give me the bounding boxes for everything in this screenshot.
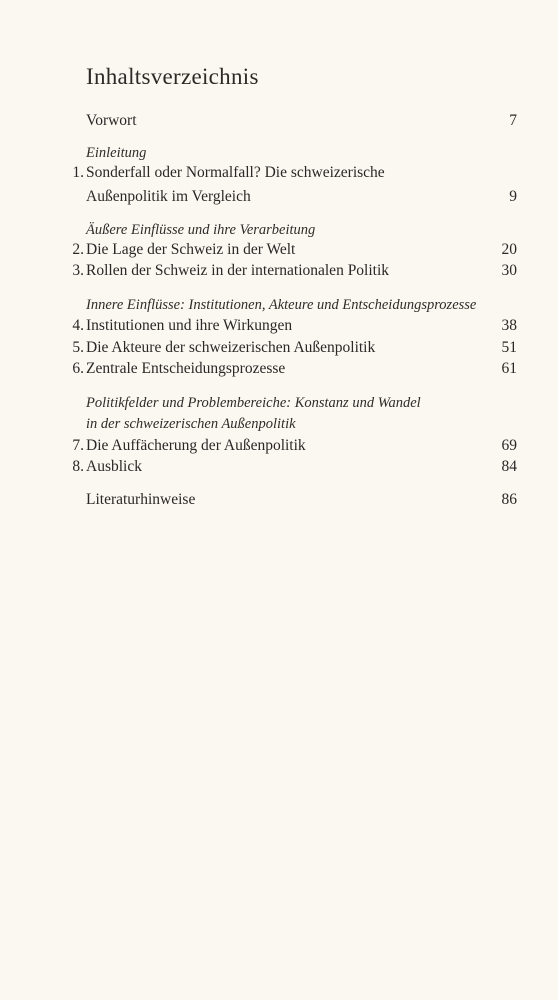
entry-label: Literaturhinweise xyxy=(86,491,196,508)
entry-page: 30 xyxy=(501,262,517,279)
entry-label: Zentrale Entscheidungsprozesse xyxy=(86,360,286,377)
page-title: Inhaltsverzeichnis xyxy=(86,64,259,89)
entry-number: 3. xyxy=(72,262,84,279)
entry-label: Institutionen und ihre Wirkungen xyxy=(86,317,293,334)
entry-label: Rollen der Schweiz in der internationalen Politik xyxy=(86,262,390,279)
toc-entry-chapter-3 xyxy=(0,260,558,282)
toc-entry-vorwort xyxy=(0,110,558,132)
toc-entry-chapter-5 xyxy=(0,337,558,359)
entry-page: 7 xyxy=(509,112,517,129)
entry-number: 6. xyxy=(72,360,84,377)
entry-label: Ausblick xyxy=(86,458,142,475)
section-heading-politik-cont: in der schweizerischen Außenpolitik xyxy=(86,416,296,432)
entry-page: 51 xyxy=(501,339,517,356)
entry-number: 4. xyxy=(72,317,84,334)
toc-entry-chapter-8 xyxy=(0,456,558,478)
toc-entry-chapter-2 xyxy=(0,239,558,261)
toc-entry-chapter-6 xyxy=(0,358,558,380)
entry-page: 86 xyxy=(501,491,517,508)
toc-entry-chapter-1-cont xyxy=(0,186,558,208)
entry-label: Vorwort xyxy=(86,112,137,129)
toc-entry-chapter-1 xyxy=(0,162,558,184)
toc-entry-chapter-4 xyxy=(0,315,558,337)
entry-label: Die Lage der Schweiz in der Welt xyxy=(86,241,296,258)
entry-page: 38 xyxy=(501,317,517,334)
entry-number: 7. xyxy=(72,437,84,454)
entry-page: 69 xyxy=(501,437,517,454)
section-heading-politik: Politikfelder und Problembereiche: Konstanz und Wandel xyxy=(86,395,421,411)
section-heading-aussere: Äußere Einflüsse und ihre Verarbeitung xyxy=(86,222,316,238)
entry-number: 2. xyxy=(72,241,84,258)
toc-entry-literatur xyxy=(0,489,558,511)
entry-page: 9 xyxy=(509,188,517,205)
section-heading-einleitung: Einleitung xyxy=(86,145,147,161)
entry-page: 61 xyxy=(501,360,517,377)
entry-label: Die Akteure der schweizerischen Außenpolitik xyxy=(86,339,376,356)
entry-label: Die Auffächerung der Außenpolitik xyxy=(86,437,306,454)
section-heading-innere: Innere Einflüsse: Institutionen, Akteure und Entscheidungsprozesse xyxy=(86,297,477,313)
entry-page: 20 xyxy=(501,241,517,258)
entry-number: 8. xyxy=(72,458,84,475)
entry-number: 1. xyxy=(72,164,84,181)
entry-number: 5. xyxy=(72,339,84,356)
entry-label: Sonderfall oder Normalfall? Die schweizerische xyxy=(86,164,385,181)
entry-page: 84 xyxy=(501,458,517,475)
toc-entry-chapter-7 xyxy=(0,435,558,457)
entry-label-continued: Außenpolitik im Vergleich xyxy=(86,188,251,205)
